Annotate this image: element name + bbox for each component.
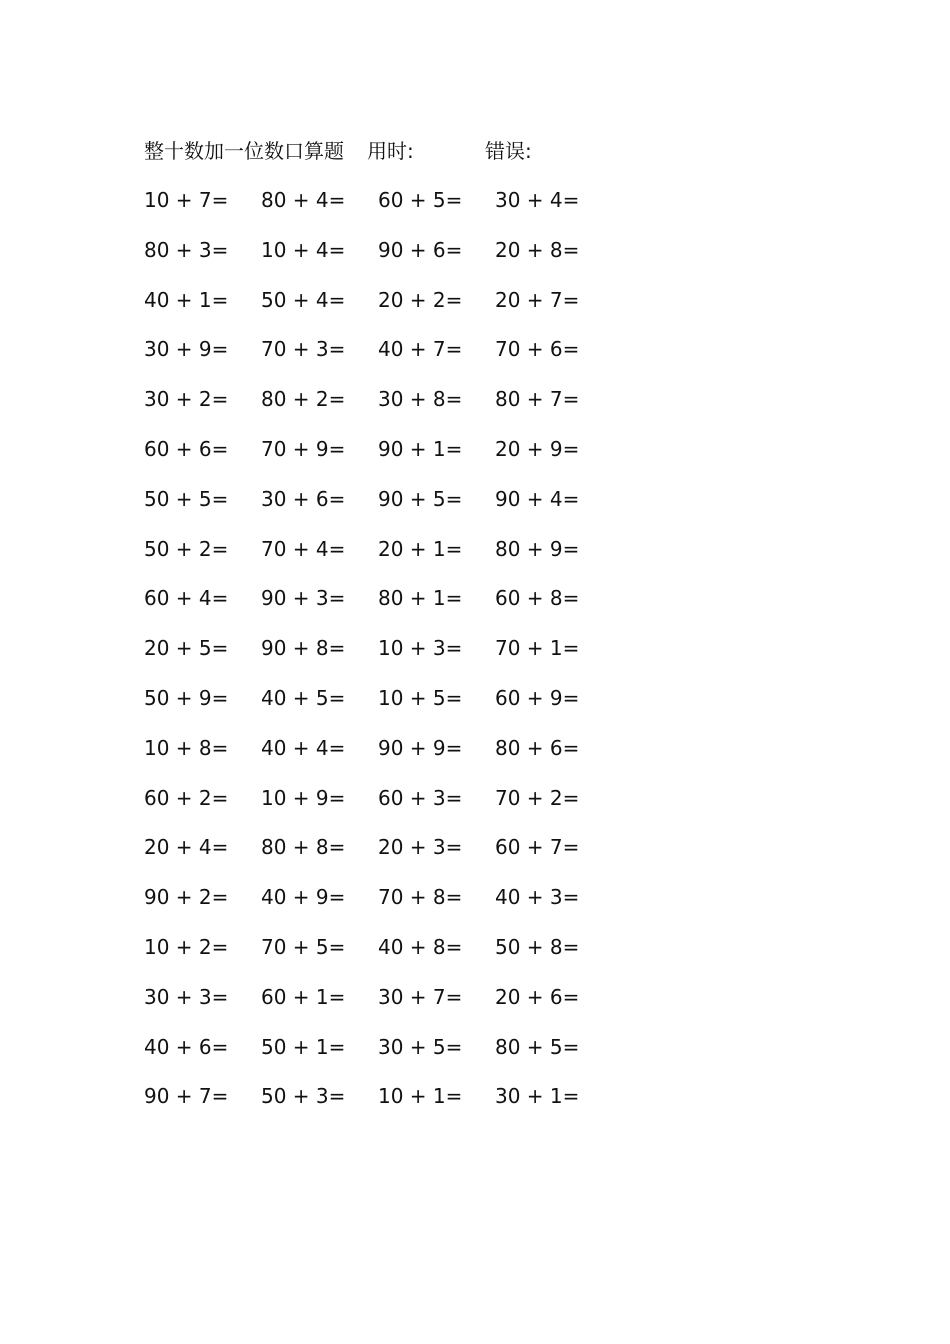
arithmetic-problem: 80 + 9=	[495, 536, 580, 561]
arithmetic-problem: 70 + 3=	[261, 337, 346, 362]
arithmetic-problem: 70 + 5=	[261, 934, 346, 959]
problem-row	[144, 485, 624, 535]
arithmetic-problem: 70 + 4=	[261, 536, 346, 561]
arithmetic-problem: 80 + 4=	[261, 188, 346, 212]
arithmetic-problem: 80 + 6=	[495, 735, 580, 760]
problem-row	[144, 833, 624, 883]
arithmetic-problem: 30 + 4=	[495, 188, 580, 212]
problem-row	[144, 186, 624, 236]
arithmetic-problem: 80 + 7=	[495, 387, 580, 412]
problem-row	[144, 883, 624, 933]
arithmetic-problem: 80 + 8=	[261, 835, 346, 860]
arithmetic-problem: 20 + 3=	[378, 835, 463, 860]
problem-row	[144, 734, 624, 784]
arithmetic-problem: 40 + 4=	[261, 735, 346, 760]
arithmetic-problem: 10 + 9=	[261, 785, 346, 810]
arithmetic-problem: 90 + 4=	[495, 486, 580, 511]
problem-row	[144, 236, 624, 286]
arithmetic-problem: 80 + 2=	[261, 387, 346, 412]
arithmetic-problem: 40 + 6=	[144, 1034, 229, 1059]
arithmetic-problem: 50 + 2=	[144, 536, 229, 561]
arithmetic-problem: 20 + 7=	[495, 287, 580, 312]
arithmetic-problem: 20 + 2=	[378, 287, 463, 312]
problem-row	[144, 435, 624, 485]
arithmetic-problem: 90 + 9=	[378, 735, 463, 760]
arithmetic-problem: 90 + 1=	[378, 436, 463, 461]
arithmetic-problem: 40 + 5=	[261, 685, 346, 710]
arithmetic-problem: 10 + 7=	[144, 188, 229, 212]
arithmetic-problem: 30 + 7=	[378, 984, 463, 1009]
arithmetic-problem: 10 + 2=	[144, 934, 229, 959]
arithmetic-problem: 90 + 6=	[378, 237, 463, 262]
arithmetic-problem: 60 + 1=	[261, 984, 346, 1009]
problem-row	[144, 983, 624, 1033]
arithmetic-problem: 40 + 8=	[378, 934, 463, 959]
arithmetic-problem: 80 + 5=	[495, 1034, 580, 1059]
arithmetic-problem: 90 + 7=	[144, 1084, 229, 1109]
arithmetic-problem: 60 + 2=	[144, 785, 229, 810]
arithmetic-problem: 70 + 8=	[378, 885, 463, 910]
arithmetic-problem: 50 + 9=	[144, 685, 229, 710]
problem-row	[144, 335, 624, 385]
errors-label: 错误:	[485, 139, 532, 163]
arithmetic-problem: 30 + 2=	[144, 387, 229, 412]
arithmetic-problem: 70 + 1=	[495, 636, 580, 661]
arithmetic-problem: 30 + 1=	[495, 1084, 580, 1109]
arithmetic-problem: 40 + 7=	[378, 337, 463, 362]
arithmetic-problem: 70 + 6=	[495, 337, 580, 362]
arithmetic-problem: 20 + 1=	[378, 536, 463, 561]
problem-row	[144, 286, 624, 336]
arithmetic-problem: 10 + 1=	[378, 1084, 463, 1109]
arithmetic-problem: 80 + 1=	[378, 586, 463, 611]
arithmetic-problem: 20 + 6=	[495, 984, 580, 1009]
arithmetic-problem: 20 + 9=	[495, 436, 580, 461]
problem-row	[144, 1033, 624, 1083]
arithmetic-problem: 70 + 2=	[495, 785, 580, 810]
problem-row	[144, 634, 624, 684]
time-used-label: 用时:	[367, 139, 414, 163]
problem-row	[144, 784, 624, 834]
arithmetic-problem: 20 + 5=	[144, 636, 229, 661]
arithmetic-problem: 30 + 9=	[144, 337, 229, 362]
arithmetic-problem: 10 + 5=	[378, 685, 463, 710]
arithmetic-problem: 60 + 9=	[495, 685, 580, 710]
arithmetic-problem: 60 + 6=	[144, 436, 229, 461]
arithmetic-problem: 50 + 3=	[261, 1084, 346, 1109]
arithmetic-problem: 40 + 9=	[261, 885, 346, 910]
arithmetic-problem: 90 + 3=	[261, 586, 346, 611]
problem-row	[144, 1082, 624, 1132]
arithmetic-problem: 60 + 7=	[495, 835, 580, 860]
arithmetic-problem: 60 + 3=	[378, 785, 463, 810]
arithmetic-problem: 50 + 8=	[495, 934, 580, 959]
arithmetic-problem: 30 + 3=	[144, 984, 229, 1009]
problem-grid	[144, 186, 624, 1132]
arithmetic-problem: 50 + 5=	[144, 486, 229, 511]
arithmetic-problem: 90 + 8=	[261, 636, 346, 661]
arithmetic-problem: 50 + 1=	[261, 1034, 346, 1059]
worksheet-title: 整十数加一位数口算题	[144, 139, 344, 163]
arithmetic-problem: 80 + 3=	[144, 237, 229, 262]
arithmetic-problem: 10 + 4=	[261, 237, 346, 262]
arithmetic-problem: 60 + 8=	[495, 586, 580, 611]
arithmetic-problem: 30 + 5=	[378, 1034, 463, 1059]
arithmetic-problem: 30 + 8=	[378, 387, 463, 412]
problem-row	[144, 535, 624, 585]
arithmetic-problem: 60 + 4=	[144, 586, 229, 611]
arithmetic-problem: 30 + 6=	[261, 486, 346, 511]
problem-row	[144, 385, 624, 435]
arithmetic-problem: 20 + 8=	[495, 237, 580, 262]
arithmetic-problem: 10 + 3=	[378, 636, 463, 661]
problem-row	[144, 933, 624, 983]
arithmetic-problem: 20 + 4=	[144, 835, 229, 860]
arithmetic-problem: 90 + 2=	[144, 885, 229, 910]
arithmetic-problem: 90 + 5=	[378, 486, 463, 511]
arithmetic-problem: 70 + 9=	[261, 436, 346, 461]
arithmetic-problem: 60 + 5=	[378, 188, 463, 212]
arithmetic-problem: 10 + 8=	[144, 735, 229, 760]
arithmetic-problem: 40 + 1=	[144, 287, 229, 312]
arithmetic-problem: 40 + 3=	[495, 885, 580, 910]
problem-row	[144, 684, 624, 734]
problem-row	[144, 584, 624, 634]
arithmetic-problem: 50 + 4=	[261, 287, 346, 312]
